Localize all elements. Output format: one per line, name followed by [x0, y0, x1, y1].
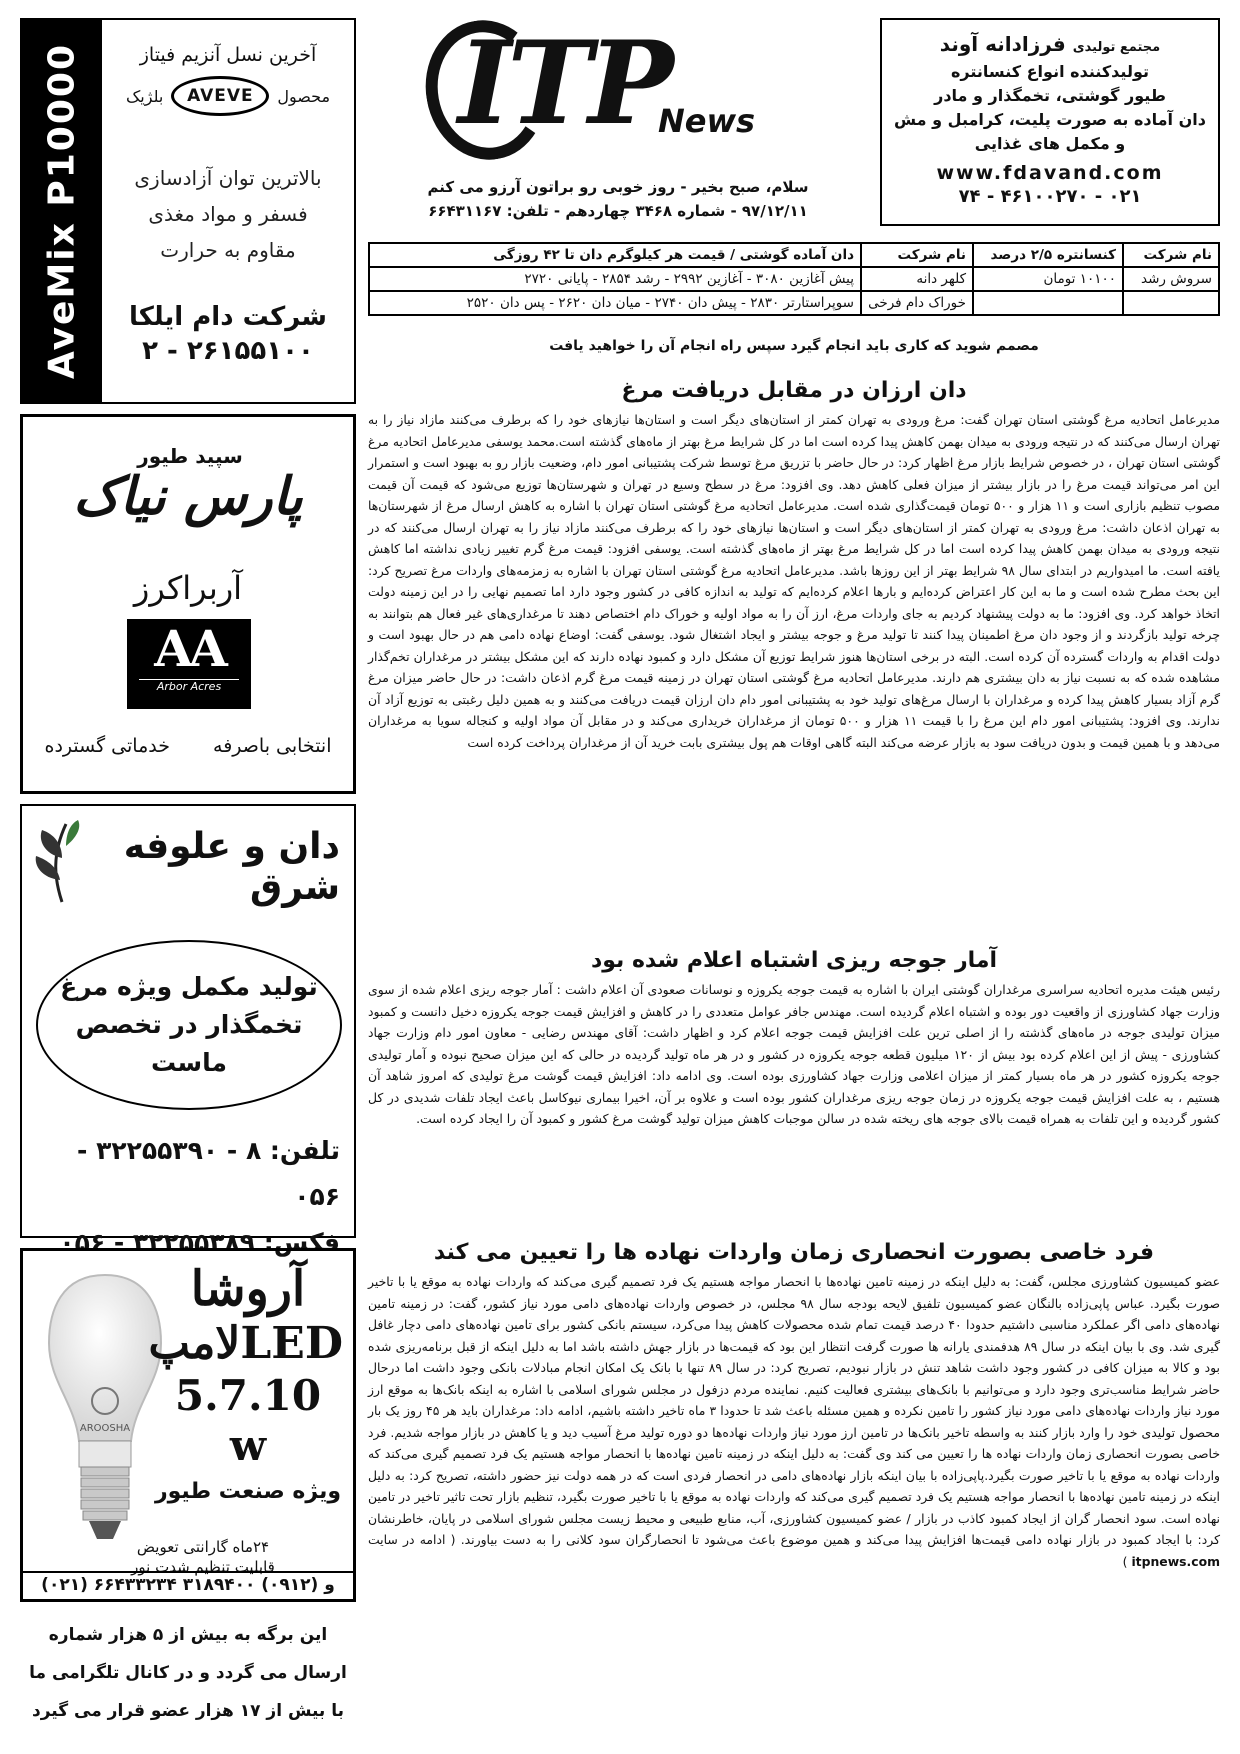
arbor-acres-logo	[127, 619, 251, 709]
table-header-cell: نام شرکت	[1123, 243, 1219, 267]
table-cell: کلهر دانه	[861, 267, 973, 291]
pars-niak-tagline: انتخابی باصرفه	[213, 735, 332, 757]
pars-niak-ad	[20, 414, 356, 794]
table-row	[369, 267, 1219, 291]
bulb-brand-label: AROOSHA	[79, 1423, 131, 1434]
table-header-cell: دان آماده گوشتی / قیمت هر کیلوگرم دان تا ۴۲ روزگی	[369, 243, 861, 267]
pars-niak-tagline: خدماتی گسترده	[44, 735, 170, 757]
article-body-tail: )	[1122, 1553, 1128, 1569]
company-desc-line: دان آماده به صورت پلیت، کرامبل و مش	[894, 110, 1206, 129]
shargh-title: دان و علوفه شرق	[123, 826, 340, 908]
table-header-cell: نام شرکت	[861, 243, 973, 267]
circulation-line: با بیش از ۱۷ هزار عضو قرار می گیرد	[31, 1701, 345, 1721]
shargh-phone: تلفن: ۸ - ۳۲۲۵۵۳۹۰ - ۰۵۶	[76, 1136, 340, 1211]
company-prefix: مجتمع تولیدی	[1072, 40, 1161, 55]
aroosha-title: آروشا	[190, 1261, 306, 1317]
article-title: آمار جوجه ریزی اشتباه اعلام شده بود	[590, 948, 998, 973]
news-article	[368, 948, 1220, 1130]
table-cell: ۱۰۱۰۰ تومان	[973, 267, 1123, 291]
table-cell	[1123, 291, 1219, 315]
avemix-country: بلژیک	[125, 86, 164, 106]
itp-news-logo	[426, 18, 806, 178]
avemix-feature: بالاترین توان آزادسازی	[134, 166, 322, 190]
pars-niak-brand-big: پارس نیاک	[73, 467, 303, 527]
arbor-acres-logo-mark: AA	[154, 619, 224, 678]
company-phone: ۰۲۱ - ۴۶۱۰۰۲۷۰ - ۷۴	[958, 186, 1142, 207]
table-cell: سروش رشد	[1123, 267, 1219, 291]
article-body-wrap	[368, 1271, 1220, 1572]
article-body: رئیس هیئت مدیره اتحادیه سراسری مرغداران گوشتی ایران با اشاره به قیمت جوجه یکروزه و نوسانات صعودی آن اعلام داشت : آمار جوجه ریزی اعلام شده از سوی وزارت جهاد کشاورزی از واقعیت دور بوده و اشتباه اعلام گردیده است. مهندس جافر عوامل متعددی را در کاهش و افزایش قیمت جوجه یکروزه دخیل دانست و کمبود میزان تولیدی جوجه در ماه‌های گذشته را از اصلی ترین علت افزایش قیمت جوجه اعلام کرد و اظهار داشت: آقای مهندس رضایی - معاون امور دام وزارت جهاد کشاورزی - پیش از این اعلام کرده بود بیش از ۱۲۰ میلیون قطعه جوجه یکروزه در کشور و در هر ماه تولید گردیده در حالی که این میزان صحیح نبوده و آمار تولیدی جوجه یکروزه کشور در هر ماه بسیار کمتر از میزان اعلامی وزارت جهاد کشاورزی بوده است. وی ادامه داد: افزایش قیمت گوشت مرغ تولیدی که امروز شاهد آن هستیم ، به علت افزایش قیمت جوجه یکروزه در زمان جوجه ریزی مرغداران کشور بوده است و علاوه بر آن، اخیرا بیماری نیوکاسل باعث ایجاد تلفات شدیدی در کل کشور گردیده و این تلفات به همراه قیمت بالای جوجه های ریخته شده در سالن موجبات کاهش میزان تولید گوشت مرغ کشور و کمبود آن را ایجاد کرده است.	[368, 982, 1220, 1126]
avemix-ad-body	[102, 20, 354, 402]
avemix-company: شرکت دام ایلکا	[129, 302, 327, 332]
shargh-feed-ad	[20, 804, 356, 1257]
aveve-logo: AVEVE	[171, 76, 269, 116]
avemix-features	[102, 160, 354, 268]
ads-column	[20, 18, 356, 1736]
main-content	[368, 18, 1220, 1736]
company-description	[882, 60, 1218, 156]
farzadaneh-avand-ad	[880, 18, 1220, 226]
company-name-row	[882, 32, 1218, 56]
news-article	[368, 378, 1220, 753]
article-title: دان ارزان در مقابل دریافت مرغ	[621, 378, 967, 403]
circulation-line: این برگه به بیش از ۵ هزار شماره	[48, 1625, 328, 1645]
aroosha-special: ویژه صنعت طیور	[154, 1479, 342, 1504]
company-website: www.fdavand.com	[936, 162, 1164, 184]
shargh-contacts	[32, 1128, 340, 1266]
aroosha-feature: قابلیت تنظیم شدت نور	[131, 1558, 275, 1576]
pars-niak-logo	[23, 445, 353, 527]
circulation-note	[20, 1616, 356, 1730]
shargh-slogan	[36, 940, 342, 1110]
aroosha-lamp: LEDلامپ	[148, 1318, 343, 1369]
logo-itp-text: ITP	[458, 16, 670, 150]
pars-niak-brand-small: سپید طیور	[137, 444, 243, 468]
avemix-feature: مقاوم به حرارت	[160, 238, 296, 262]
table-row	[369, 291, 1219, 315]
aroosha-led-ad	[20, 1248, 356, 1602]
article-body: عضو کمیسیون کشاورزی مجلس، گفت: به دلیل اینکه در زمینه تامین نهاده‌ها با انحصار مواجه هستیم یک فرد تصمیم گیری می‌کند که واردات نهاده به موقع یا با تاخیر صورت بگیرد. عباس پاپی‌زاده بالنگان عضو کمیسیون تلفیق لایحه بودجه سال ۹۸ مجلس، در خصوص واردات نهاده‌های دامی مورد نیاز کشور، گفت: در زمینه تامین نهاده‌های دامی اگر عملکرد مناسبی داشتیم حدودا ۴۰ درصد قیمت تمام شده محصولات کاهش پیدا می‌کرد، سیستم بانکی کشور برای تامین نهاده‌های دامی دچار غافل گیری شد. وی با بیان اینکه در سال ۸۹ هدفمندی یارانه ها صورت گرفت انتظار این بود که قیمت‌ها در بازار جهش داشته باشد اما به دلیل اینکه از قبل برنامه‌ریزی شده بود و کالا به میزان کافی در کشور وجود داشت شاهد تنش در بازار نبودیم، تصریح کرد: در سال ۸۹ تنها با بانک یک امکان انجام مبادلات بانکی وجود داشت اما درحال حاضر شرایط مناسب‌تری وجود دارد و می‌توانیم با بانک‌های بیشتری فعالیت کنیم. نماینده مردم دزفول در مجلس شورای اسلامی با اشاره به اینکه بانک‌ها به موقع ارز مورد نیاز واردات نهاده‌های دامی مورد نیاز کشور را تامین نکرده و همین مسئله باعث شد تا حدودا ۳ ماه تاخیر داشته باشیم، ادامه داد: مرغداران باید هر ۴۵ روز یک بار محصول تولیدی خود را وارد بازار کنند به واسطه تاخیر بانک‌ها در تامین ارز مورد نیاز واردات نهاده‌ها دو دوره تولید مرغ آسیب دید و یا کاهش در بازار مواجه شدیم. فرد خاصی بصورت انحصاری زمان واردات نهاده ها را تعیین می کند وی گفت: به دلیل اینکه در زمینه تامین نهاده‌ها با انحصار مواجه هستیم یک فرد تصمیم گیری می‌کند که واردات نهاده به موقع یا با تاخیر صورت بگیرد.پاپی‌زاده با بیان اینکه بازار نهاده‌های دامی در انحصار فردی است که در همه دولت نیز حضور داشته، تصریح کرد: به دلیل اینکه در زمینه تامین نهاده‌ها با انحصار مواجه هستیم یک فرد تصمیم گیری می‌کند که واردات نهاده به موقع یا با تاخیر صورت بگیرد، تنظیم بازار تحت تاثیر تاخیر در تامین نهاده است. سود انحصار گران از ایجاد کمبود کاذب در بازار / عضو کمیسیون کشاورزی، آب، منابع طبیعی و محیط زیست مجلس شورای اسلامی در پایان، خاطرنشان کرد: با ایجاد کمبود در بازار نهاده دامی قیمت‌ها افزایش پیدا می‌کند و همین موضوع باعث می‌شود تا انحصارگران سود کلانی را به دست بیاورند. ( ادامه در سایت	[368, 1274, 1221, 1547]
pars-niak-taglines	[23, 735, 353, 757]
table-cell: خوراک دام فرخی	[861, 291, 973, 315]
company-desc-line: طیور گوشتی، تخمگذار و مادر	[934, 86, 1166, 105]
masthead-greeting: سلام، صبح بخیر - روز خوبی رو براتون آرزو می کنم	[427, 178, 809, 196]
avemix-phone: ۲۶۱۵۵۱۰۰ - ۲	[142, 336, 314, 366]
news-article	[368, 1240, 1220, 1572]
table-cell	[973, 291, 1123, 315]
avemix-side-banner	[22, 20, 102, 402]
table-cell: پیش آغازین ۳۰۸۰ - آغازین ۲۹۹۲ - رشد ۲۸۵۴ - پایانی ۲۷۲۰	[369, 267, 861, 291]
avemix-made-by: محصول	[277, 86, 331, 106]
avemix-headline: آخرین نسل آنزیم فیتاز	[139, 44, 317, 66]
aroosha-headline	[148, 1261, 343, 1504]
masthead-issue-line: ۹۷/۱۲/۱۱ - شماره ۳۴۶۸ چهاردهم - تلفن: ۶۶۴۳۱۱۶۷	[428, 202, 808, 220]
arbor-acres-logo-sub: Arbor Acres	[139, 679, 239, 693]
led-bulb-icon	[45, 1271, 165, 1571]
itpnews-link[interactable]: itpnews.com	[1131, 1553, 1220, 1569]
feed-price-table	[368, 242, 1220, 316]
company-desc-line: و مکمل های غذایی	[974, 134, 1126, 153]
table-cell: سوپراستارتر ۲۸۳۰ - پیش دان ۲۷۴۰ - میان دان ۲۶۲۰ - پس دان ۲۵۲۰	[369, 291, 861, 315]
shargh-slogan-line: ماست	[151, 1048, 227, 1077]
shargh-slogan-line: تولید مکمل ویژه مرغ	[60, 972, 318, 1001]
aroosha-phone: (۰۲۱) ۶۶۴۳۳۲۳۴ و (۰۹۱۲) ۳۱۸۹۴۰۰	[23, 1571, 353, 1597]
circulation-line: ارسال می گردد و در کانال تلگرامی ما	[29, 1663, 347, 1683]
company-name: فرزادانه آوند	[939, 32, 1066, 56]
table-header-row	[369, 243, 1219, 267]
logo-news-text: News	[658, 102, 756, 140]
aroosha-watts: 5.7.10 w	[174, 1371, 322, 1470]
avemix-ad	[20, 18, 356, 404]
avemix-product-name: AveMix P10000	[41, 42, 83, 380]
avemix-origin-row	[102, 76, 354, 116]
avemix-feature: فسفر و مواد مغذی	[148, 202, 308, 226]
article-title: فرد خاصی بصورت انحصاری زمان واردات نهاده ها را تعیین می کند	[433, 1240, 1155, 1265]
shargh-slogan-line: تخمگذار در تخصص	[75, 1010, 303, 1039]
company-desc-line: تولیدکننده انواع کنسانتره	[950, 62, 1149, 81]
article-body: مدیرعامل اتحادیه مرغ گوشتی استان تهران گفت: مرغ ورودی به تهران کمتر از استان‌های دیگر است و استان‌ها نیازهای خود را که برطرف می‌کنند مازاد نیاز را به تهران ارسال می‌کنند که در نتیجه ورودی به میدان بهمن کاهش پیدا کرده است اما در کل شرایط مرغ بهتر از ماه‌های گذشته است.محمد یوسفی مدیرعامل اتحادیه مرغ گوشتی استان تهران ، در خصوص شرایط بازار مرغ اظهار کرد: در حال حاضر با تزریق مرغ توسط شرکت پشتیبانی امور دام، وضعیت بازار رو به بهبود است و استمرار این امر می‌تواند قیمت مرغ را در بازار بیشتر از میزان فعلی کاهش دهد. وی افزود: مرغ در سطح وسیع در تهران و شهرستان‌ها توزیع می‌شود که قیمت آن قیمت مصوب تنظیم بازاری است و ۱۱ هزار و ۵۰۰ تومان قیمت‌گذاری شده است. مدیرعامل اتحادیه مرغ گوشتی استان تهران با اشاره به کاهش ارسال مرغ از شهرستان‌ها به تهران اذعان داشت: مرغ ورودی به تهران کمتر از استان‌های دیگر است و استان‌ها نیازهای خود را که برطرف می‌کنند مازاد نیاز را به تهران ارسال می‌کنند که در نتیجه ورودی به میدان بهمن کاهش پیدا کرده است اما در کل شرایط مرغ بهتر از ماه‌های گذشته است. یوسفی افزود: قیمت مرغ گرم تغییر زیادی نداشته اما کاهش یافته است. ما امیدواریم در ابتدای سال ۹۸ شرایط بهتر از این روزها باشد. مدیرعامل اتحادیه مرغ گوشتی استان تهران با اشاره به زمزمه‌های واردات مرغ تصریح کرد: این بحث مطرح شده است و ما به این کار اعتراض کرده‌ایم و بارها اعلام کرده‌ایم که تولید به اندازه کافی در کشور وجود دارد اما تصمیم نهایی را در این زمینه دولت اتخاذ خواهد کرد. وی افزود: ما به دولت پیشنهاد کردیم به جای واردات مرغ، ارز آن را به مواد اولیه و خوراک دام اختصاص دهند تا مرغداری‌های غیر فعال هم بتوانند به چرخه تولید بازگردند و از وجود دان مرغ اطمینان پیدا کنند تا تولید مرغ و جوجه بیشتر و ایجاد اشتغال شود. یوسفی گفت: اوضاع نهاده دامی هم در حال بهبود است و دولت اقدام به واردات گسترده آن کرده است. البته در برخی استان‌ها هنوز شرایط توزیع آن مشکل دارد و کمبود نهاده دارند که این مشکل بیشتر در مرغداران تخم‌گذار مشاهده شده که به نسبت نیاز به دان بیشتری هم دارند. مدیرعامل اتحادیه مرغ گوشتی استان تهران در زمینه قیمت مرغ گرم اذعان داشت: در حال حاضر میزان مرغ گرم آزاد بسیار کاهش پیدا کرده و مرغداران با ارسال مرغ‌های تولید خود به پشتیبانی امور دام دان ارزان قیمت دریافت می‌کنند و به همین دلیل رغبتی به توزیع آزاد آن ندارند. وی افزود: پشتیبانی امور دام این مرغ را با قیمت ۱۱ هزار و ۵۰۰ تومان از مرغداران خریداری می‌کند و در مقابل آن مواد اولیه و کنجاله سویا به مرغداران می‌دهد و با همین قیمت و بدون دریافت سود به بازار عرضه می‌کند البته گاهی اوقات هم پول بیشتری بابت خرید آن از مرغداران پرداخت کرده است	[368, 412, 1220, 750]
pars-niak-product: آربراکرز	[133, 569, 243, 607]
newsletter-page	[20, 18, 1220, 1736]
aroosha-feature: ۲۴ماه گارانتی تعویض	[136, 1538, 270, 1556]
motto: مصمم شوید که کاری باید انجام گیرد سپس راه انجام آن را خواهید یافت	[549, 338, 1039, 354]
shargh-fax: فکس: ۳۲۲۵۵۳۸۹ - ۰۵۶	[59, 1228, 340, 1257]
table-header-cell: کنسانتره ۲/۵ درصد	[973, 243, 1123, 267]
